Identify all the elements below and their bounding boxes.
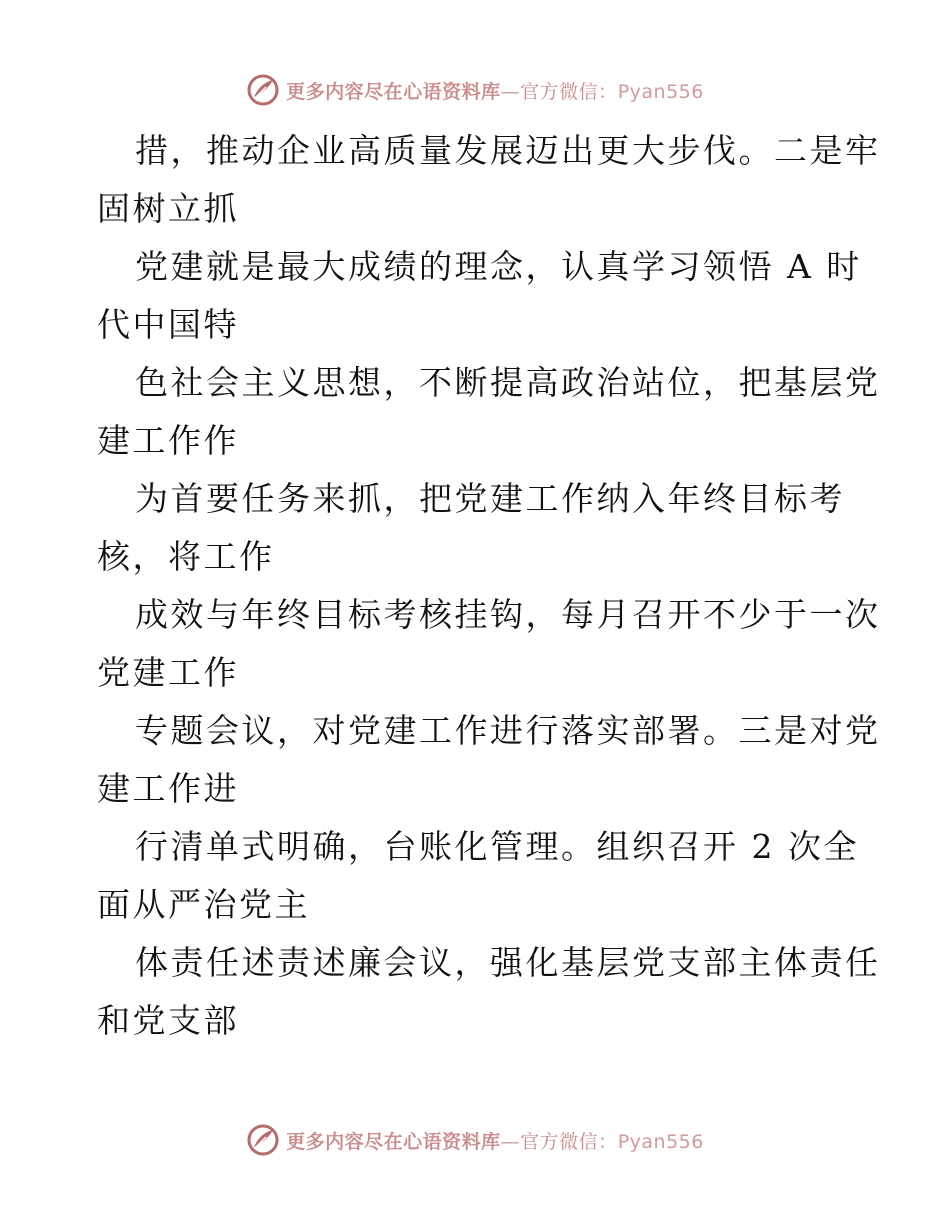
watermark-account: Pyan556 [617, 80, 704, 103]
watermark-text [286, 77, 704, 104]
text-line: 体责任述责述廉会议，强化基层党支部主体责任 [135, 943, 881, 982]
footer-watermark [0, 1120, 950, 1160]
text-line: 和党支部 [97, 1001, 239, 1040]
watermark-separator: — [500, 80, 521, 103]
watermark-official: 官方微信： [520, 80, 618, 103]
watermark-brand: 更多内容尽在心语资料库 [286, 80, 501, 103]
watermark-official: 官方微信： [520, 1130, 618, 1153]
text-line: 建工作进 [97, 769, 239, 808]
text-line: 成效与年终目标考核挂钩，每月召开不少于一次 [135, 595, 881, 634]
text-line: 措，推动企业高质量发展迈出更大步伐。二是牢 [135, 131, 881, 170]
text-line: 党建就是最大成绩的理念，认真学习领悟 A 时 [135, 247, 862, 286]
quill-logo-icon [246, 1123, 280, 1157]
document-body [97, 122, 881, 1050]
watermark-text [286, 1127, 704, 1154]
watermark-brand: 更多内容尽在心语资料库 [286, 1130, 501, 1153]
watermark-account: Pyan556 [617, 1130, 704, 1153]
text-line: 建工作作 [97, 421, 239, 460]
text-line: 核，将工作 [97, 537, 275, 576]
text-line: 专题会议，对党建工作进行落实部署。三是对党 [135, 711, 881, 750]
text-line: 代中国特 [97, 305, 239, 344]
text-line: 固树立抓 [97, 189, 239, 228]
text-line: 色社会主义思想，不断提高政治站位，把基层党 [135, 363, 881, 402]
text-line: 行清单式明确，台账化管理。组织召开 2 次全 [135, 827, 859, 866]
text-line: 党建工作 [97, 653, 239, 692]
watermark-separator: — [500, 1130, 521, 1153]
header-watermark [0, 70, 950, 110]
quill-logo-icon [246, 73, 280, 107]
text-line: 为首要任务来抓，把党建工作纳入年终目标考 [135, 479, 845, 518]
text-line: 面从严治党主 [97, 885, 310, 924]
